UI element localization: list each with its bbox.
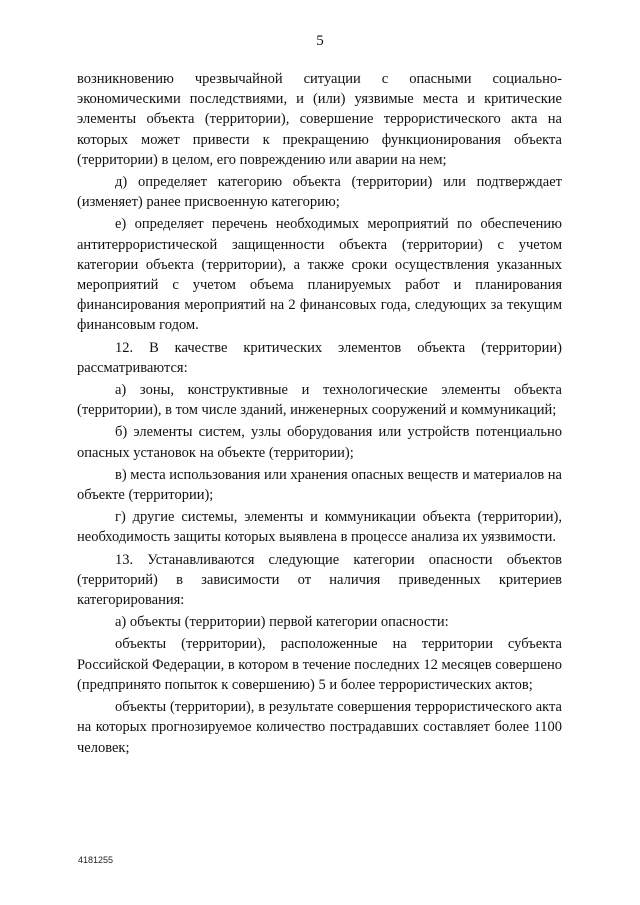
paragraph-item-e: е) определяет перечень необходимых мероприятий по обеспечению антитеррористической защищенности объекта (территории) с учетом категории объекта (территории), а также сроки осуществления указанных мероприятий с учетом объема планируемых работ и планирования финансирования мероприятий на 2 финансовых года, следующих за текущим финансовым годом. [77,216,562,334]
paragraph-criterion-terrorist-acts: объекты (территории), расположенные на территории субъекта Российской Федерации, в котором в течение последних 12 месяцев совершено (предпринято попыток к совершению) 5 и более террористических актов; [77,636,562,693]
paragraph-section-13: 13. Устанавливаются следующие категории опасности объектов (территорий) в зависимости от наличия приведенных критериев категорирования: [77,551,562,609]
paragraph-section-12: 12. В качестве критических элементов объекта (территории) рассматриваются: [77,339,562,376]
paragraph-continuation: возникновению чрезвычайной ситуации с опасными социально-экономическими последствиями, и (или) уязвимые места и критические элементы объекта (территории), совершение террористического акта на которых может привести к прекращению функционирования объекта (территории) в целом, его повреждению или аварии на нем; [77,71,562,168]
document-body [77,69,562,760]
document-code: 4181255 [78,855,114,865]
paragraph-criterion-victims: объекты (территории), в результате совершения террористического акта на которых прогнозируемое количество пострадавших составляет более 1100 человек; [77,699,562,756]
paragraph-item-b-systems: б) элементы систем, узлы оборудования или устройств потенциально опасных установок на объекте (территории); [77,424,562,461]
paragraph-item-a-first-category: а) объекты (территории) первой категории опасности: [115,614,449,631]
paragraph-item-a-zones: а) зоны, конструктивные и технологические элементы объекта (территории), в том числе зданий, инженерных сооружений и коммуникаций; [77,382,562,419]
paragraph-item-g-other: г) другие системы, элементы и коммуникации объекта (территории), необходимость защиты которых выявлена в процессе анализа их уязвимости. [77,509,562,546]
paragraph-item-v-places: в) места использования или хранения опасных веществ и материалов на объекте (территории); [77,466,562,504]
page-number: 5 [316,33,324,49]
paragraph-item-d: д) определяет категорию объекта (территории) или подтверждает (изменяет) ранее присвоенную категорию; [77,174,562,211]
